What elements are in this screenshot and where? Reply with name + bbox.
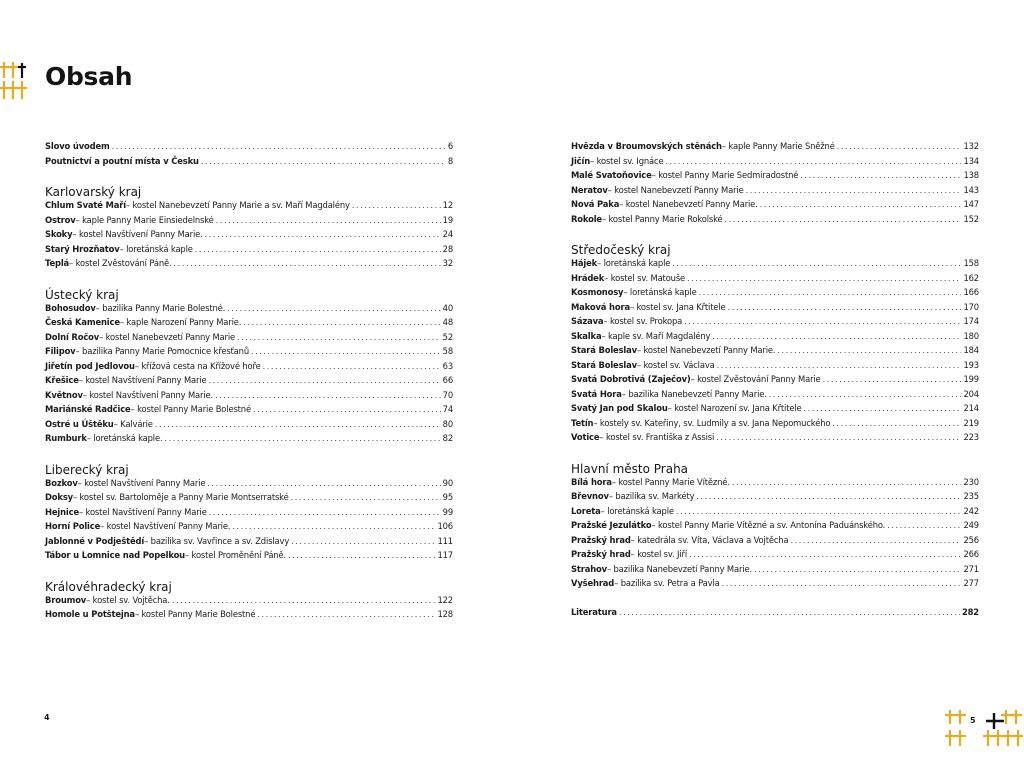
dot-leader xyxy=(837,142,962,151)
dot-leader xyxy=(800,171,961,180)
toc-entry-description: – kaple Panny Marie Sněžné xyxy=(721,141,835,151)
dot-leader xyxy=(672,259,961,268)
toc-entry[interactable] xyxy=(571,331,979,346)
toc-entry-name: Poutnictví a poutní místa v Česku xyxy=(45,155,199,166)
toc-entry-description: – bazilika sv. Vavřince a sv. Zdislavy xyxy=(144,535,290,546)
dot-leader xyxy=(746,186,962,195)
toc-entry-description: – kostel sv. Prokopa xyxy=(603,316,683,326)
dot-leader xyxy=(699,288,962,297)
toc-entry-page: 134 xyxy=(963,155,979,166)
toc-entry-description: – loretánská kaple xyxy=(597,258,671,268)
dot-leader xyxy=(684,317,961,326)
dot-leader xyxy=(725,215,962,224)
dot-leader xyxy=(253,405,441,414)
toc-entry-description: – kostel sv. Bartoloměje a Panny Marie Montserratské xyxy=(72,492,289,502)
toc-entry-description: – kostel sv. Jana Křtitele xyxy=(629,301,726,312)
dot-leader xyxy=(790,536,961,545)
toc-entry[interactable] xyxy=(45,303,453,318)
toc-entry[interactable] xyxy=(571,141,979,156)
toc-entry-page: 99 xyxy=(442,506,453,517)
toc-entry-description: – kostel Panny Marie Vítězné. xyxy=(611,476,730,487)
toc-entry[interactable] xyxy=(571,345,979,360)
toc-entry-description: – kostel Navštívení Panny Marie xyxy=(79,506,207,517)
toc-entry[interactable] xyxy=(45,244,453,259)
dot-leader xyxy=(717,361,962,370)
toc-entry[interactable] xyxy=(45,609,453,624)
toc-entry-page: 28 xyxy=(442,243,453,254)
toc-entry-description: – kostel sv. Jiří xyxy=(630,549,687,559)
toc-entry-description: – bazilika Panny Marie Pomocnice křesťanů xyxy=(75,346,249,356)
toc-entry-name: Maková hora xyxy=(571,301,630,312)
toc-entry-page: 174 xyxy=(963,316,979,326)
toc-entry[interactable] xyxy=(45,595,453,610)
toc-entry-name: Břevnov xyxy=(571,491,609,501)
toc-entry-page: 152 xyxy=(963,213,979,224)
toc-entry-page: 74 xyxy=(442,404,453,414)
dot-leader xyxy=(216,216,441,225)
toc-entry[interactable] xyxy=(571,156,979,171)
toc-entry-page: 63 xyxy=(442,360,453,371)
toc-entry-name: Rokole xyxy=(571,213,602,224)
toc-entry-name: Doksy xyxy=(45,492,73,502)
toc-entry-description: – kostel sv. Václava xyxy=(636,359,715,370)
dot-leader xyxy=(174,259,441,268)
toc-entry[interactable] xyxy=(45,156,453,171)
toc-entry-page: 277 xyxy=(963,578,979,588)
toc-entry-page: 219 xyxy=(963,417,979,428)
toc-entry-description: – Kalvárie xyxy=(113,418,153,429)
toc-entry[interactable] xyxy=(45,375,453,390)
toc-entry-name: Horní Police xyxy=(45,521,101,531)
dot-leader xyxy=(712,332,961,341)
dot-leader xyxy=(732,478,962,487)
crosses-icon xyxy=(0,62,36,100)
toc-entry-description: – kostel Zvěstování Panny Marie xyxy=(690,374,821,384)
toc-entry-description: – kostel Navštívení Panny Marie xyxy=(77,477,206,488)
toc-entry[interactable] xyxy=(45,536,453,551)
toc-entry-name: Strahov xyxy=(571,563,607,574)
toc-entry[interactable] xyxy=(571,302,979,317)
toc-entry-description: – bazilika Nanebevzetí Panny Marie. xyxy=(606,563,752,574)
toc-entry-page: 138 xyxy=(963,170,979,180)
toc-entry[interactable] xyxy=(45,433,453,448)
dot-leader xyxy=(172,596,436,605)
toc-entry-name: Filipov xyxy=(45,346,76,356)
dot-leader xyxy=(209,508,441,517)
toc-entry[interactable] xyxy=(571,564,979,579)
dot-leader xyxy=(687,274,961,283)
toc-entry-page: 8 xyxy=(447,155,453,166)
toc-entry[interactable] xyxy=(45,390,453,405)
toc-entry[interactable] xyxy=(571,185,979,200)
toc-entry-page: 230 xyxy=(963,476,979,487)
toc-entry-page: 214 xyxy=(963,403,979,413)
toc-entry-description: – bazilika sv. Petra a Pavla xyxy=(614,578,720,588)
toc-entry-page: 90 xyxy=(442,477,453,488)
toc-entry-name: Teplá xyxy=(45,258,70,268)
toc-entry-page: 80 xyxy=(442,418,453,429)
toc-entry[interactable] xyxy=(45,492,453,507)
toc-entry-page: 82 xyxy=(442,433,453,443)
toc-entry-description: – kostel Narození sv. Jana Křtitele xyxy=(667,403,802,413)
toc-entry-name: Křešice xyxy=(45,375,79,385)
toc-entry[interactable] xyxy=(571,273,979,288)
toc-entry-page: 162 xyxy=(963,272,979,283)
toc-entry-page: 58 xyxy=(442,346,453,356)
toc-entry-page: 128 xyxy=(437,609,453,619)
toc-entry-name: Stará Boleslav xyxy=(571,359,637,370)
toc-entry-description: – křížová cesta na Křížové hoře xyxy=(134,360,261,371)
toc-entry-description: – kostely sv. Kateřiny, sv. Ludmily a sv. Jana Nepomuckého xyxy=(593,417,831,428)
toc-entry-description: – kostel Nanebevzetí Panny Marie a sv. Maří Magdalény xyxy=(125,200,350,210)
toc-entry[interactable] xyxy=(45,229,453,244)
toc-entry-description: – katedrála sv. Víta, Václava a Vojtěcha xyxy=(630,534,789,545)
toc-entry-description: – kostel Panny Marie Bolestné xyxy=(134,609,256,619)
toc-entry-page: 147 xyxy=(963,199,979,209)
section-title: Středočeský kraj xyxy=(571,243,671,257)
toc-entry-page: 132 xyxy=(963,141,979,151)
toc-entry-page: 170 xyxy=(963,301,979,312)
toc-entry-name: Bozkov xyxy=(45,477,78,488)
toc-entry[interactable] xyxy=(571,491,979,506)
toc-entry[interactable] xyxy=(571,403,979,418)
toc-entry-page: 48 xyxy=(442,317,453,327)
dot-leader xyxy=(155,420,441,429)
toc-entry-page: 204 xyxy=(963,388,979,399)
toc-entry-page: 266 xyxy=(963,549,979,559)
section-title: Hlavní město Praha xyxy=(571,461,689,476)
toc-entry-name: Hejnice xyxy=(45,506,79,517)
toc-entry-name: Česká Kamenice xyxy=(45,317,120,327)
toc-entry-name: Dolní Ročov xyxy=(45,331,100,342)
toc-entry-name: Skalka xyxy=(571,330,602,341)
toc-entry-name: Literatura xyxy=(571,606,617,617)
dot-leader xyxy=(769,390,962,399)
toc-entry-name: Rumburk xyxy=(45,433,87,443)
toc-entry-name: Hrádek xyxy=(571,272,605,283)
toc-entry[interactable] xyxy=(45,258,453,273)
toc-entry-page: 6 xyxy=(447,141,453,151)
toc-entry-name: Skoky xyxy=(45,229,73,239)
toc-entry-page: 193 xyxy=(963,359,979,370)
section-title: Královéhradecký kraj xyxy=(45,579,172,594)
dot-leader xyxy=(804,404,962,413)
toc-entry-description: – kostel Nanebevzetí Panny Marie. xyxy=(619,199,758,209)
toc-entry-name: Loreta xyxy=(571,505,601,516)
toc-entry-name: Tábor u Lomnice nad Popelkou xyxy=(45,550,185,560)
toc-entry-description: – kostel sv. Matouše xyxy=(604,272,686,283)
toc-entry-page: 24 xyxy=(442,229,453,239)
dot-leader xyxy=(207,479,440,488)
toc-entry-page: 166 xyxy=(963,287,979,297)
toc-entry-page: 249 xyxy=(963,520,979,530)
dot-leader xyxy=(215,391,441,400)
dot-leader xyxy=(227,304,440,313)
toc-entry[interactable] xyxy=(571,374,979,389)
toc-entry-name: Pražské Jezulátko xyxy=(571,520,652,530)
toc-entry-name: Svatý Jan pod Skalou xyxy=(571,403,668,413)
toc-entry-description: – loretánská kaple xyxy=(119,243,193,254)
toc-entry[interactable] xyxy=(45,521,453,536)
toc-entry-description: – loretánská kaple. xyxy=(86,433,163,443)
toc-entry-description: – loretánská kaple xyxy=(623,287,697,297)
toc-entry[interactable] xyxy=(571,199,979,214)
toc-entry-name: Jablonné v Podještědí xyxy=(45,535,145,546)
toc-entry-page: 111 xyxy=(437,535,453,546)
dot-leader xyxy=(760,200,962,209)
toc-entry-description: – kostel Panny Marie Vítězné a sv. Antonína Paduánského. xyxy=(651,520,886,530)
toc-entry-description: – kostel Navštívení Panny Marie. xyxy=(72,229,203,239)
dot-leader xyxy=(237,333,441,342)
toc-entry[interactable] xyxy=(571,258,979,273)
toc-entry-page: 70 xyxy=(442,389,453,400)
toc-entry[interactable] xyxy=(571,360,979,375)
toc-entry-name: Broumov xyxy=(45,594,87,605)
toc-entry[interactable] xyxy=(45,215,453,230)
toc-entry[interactable] xyxy=(571,316,979,331)
toc-left-column xyxy=(45,141,453,624)
dot-leader xyxy=(257,610,435,619)
section-title: Liberecký kraj xyxy=(45,462,129,477)
toc-entry-description: – kostel Panny Marie Bolestné xyxy=(130,404,251,414)
toc-entry[interactable] xyxy=(45,200,453,215)
dot-leader xyxy=(288,551,435,560)
dot-leader xyxy=(165,434,441,443)
toc-entry[interactable] xyxy=(45,550,453,565)
toc-entry-name: Chlum Svaté Maří xyxy=(45,200,126,210)
toc-right-column xyxy=(571,141,979,621)
toc-entry[interactable] xyxy=(45,404,453,419)
dot-leader xyxy=(696,492,961,501)
dot-leader xyxy=(232,522,435,531)
toc-entry-name: Svatá Dobrotivá (Zaječov) xyxy=(571,374,691,384)
dot-leader xyxy=(722,579,962,588)
toc-entry-description: – kostel Panny Marie Rokolské xyxy=(601,213,723,224)
page-title: Obsah xyxy=(45,62,133,91)
dot-leader xyxy=(251,347,441,356)
toc-entry-name: Sázava xyxy=(571,316,604,326)
dot-leader xyxy=(619,608,960,617)
toc-entry-name: Stará Boleslav xyxy=(571,345,637,355)
toc-entry-page: 12 xyxy=(442,200,453,210)
dot-leader xyxy=(291,537,435,546)
toc-entry-description: – kostel Navštívení Panny Marie. xyxy=(100,521,231,531)
toc-entry-description: – kostel sv. Vojtěcha. xyxy=(86,594,170,605)
toc-entry-page: 282 xyxy=(961,606,979,617)
section-title: Karlovarský kraj xyxy=(45,185,142,199)
toc-entry-name: Kosmonosy xyxy=(571,287,624,297)
toc-entry[interactable] xyxy=(45,507,453,522)
toc-entry-name: Malé Svatoňovice xyxy=(571,170,652,180)
toc-entry-page: 117 xyxy=(437,550,453,560)
toc-entry-name: Slovo úvodem xyxy=(45,141,110,151)
toc-entry-page: 19 xyxy=(442,214,453,225)
dot-leader xyxy=(887,521,961,530)
toc-entry[interactable] xyxy=(45,361,453,376)
dot-leader xyxy=(208,376,440,385)
toc-entry-name: Pražský hrad xyxy=(571,534,631,545)
dot-leader xyxy=(728,303,962,312)
toc-entry[interactable] xyxy=(571,287,979,302)
toc-entry-description: – kostel Navštívení Panny Marie. xyxy=(82,389,213,400)
toc-entry-name: Bohosudov xyxy=(45,302,96,313)
toc-entry[interactable] xyxy=(571,607,979,622)
toc-entry[interactable] xyxy=(45,346,453,361)
dot-leader xyxy=(716,433,961,442)
dot-leader xyxy=(777,346,961,355)
toc-entry[interactable] xyxy=(571,506,979,521)
toc-entry-description: – kostel sv. Františka z Assisi xyxy=(599,432,715,442)
toc-entry-page: 66 xyxy=(442,375,453,385)
toc-entry-description: – bazilika sv. Markéty xyxy=(608,491,695,501)
toc-entry-page: 235 xyxy=(963,491,979,501)
toc-entry-description: – kostel Nanebevzetí Panny Marie. xyxy=(636,345,776,355)
dot-leader xyxy=(832,419,961,428)
dot-leader xyxy=(823,375,962,384)
toc-entry[interactable] xyxy=(571,214,979,229)
toc-entry-name: Bílá hora xyxy=(571,476,612,487)
toc-entry-name: Ostrov xyxy=(45,214,76,225)
toc-entry-name: Jičín xyxy=(571,155,591,166)
toc-entry-name: Homole u Potštejna xyxy=(45,609,135,619)
toc-entry[interactable] xyxy=(45,141,453,156)
toc-entry-name: Hvězda v Broumovských stěnách xyxy=(571,141,722,151)
dot-leader xyxy=(352,201,441,210)
toc-entry-name: Hájek xyxy=(571,258,598,268)
toc-entry-description: – kostel Nanebevzetí Panny Marie xyxy=(99,331,236,342)
toc-entry-page: 122 xyxy=(437,594,453,605)
toc-entry[interactable] xyxy=(571,418,979,433)
toc-entry-name: Nová Paka xyxy=(571,199,620,209)
toc-entry[interactable] xyxy=(45,332,453,347)
toc-entry[interactable] xyxy=(571,389,979,404)
toc-entry[interactable] xyxy=(45,419,453,434)
toc-entry-description: – bazilika Nanebevzetí Panny Marie. xyxy=(621,388,767,399)
toc-entry[interactable] xyxy=(45,478,453,493)
dot-leader xyxy=(754,565,961,574)
page-number-left: 4 xyxy=(44,713,50,722)
dot-leader xyxy=(291,493,441,502)
toc-entry-page: 106 xyxy=(437,521,453,531)
toc-entry-name: Ostré u Úštěku xyxy=(45,418,114,429)
dot-leader xyxy=(112,142,446,151)
dot-leader xyxy=(195,245,441,254)
toc-entry-name: Svatá Hora xyxy=(571,388,622,399)
toc-entry-page: 184 xyxy=(963,345,979,355)
dot-leader xyxy=(689,550,961,559)
toc-entry-description: – kaple Narození Panny Marie. xyxy=(119,317,242,327)
toc-entry[interactable] xyxy=(45,317,453,332)
toc-entry-description: – kostel Zvěstování Páně. xyxy=(69,258,172,268)
toc-entry[interactable] xyxy=(571,578,979,593)
toc-entry-page: 242 xyxy=(963,505,979,516)
toc-entry-name: Jiřetín pod Jedlovou xyxy=(45,360,135,371)
toc-entry-description: – kostel sv. Ignáce xyxy=(590,155,664,166)
toc-entry-description: – kostel Navštívení Panny Marie xyxy=(78,375,207,385)
toc-entry-page: 95 xyxy=(442,492,453,502)
toc-entry-page: 143 xyxy=(963,184,979,195)
dot-leader xyxy=(666,157,962,166)
toc-entry-page: 180 xyxy=(963,330,979,341)
toc-entry[interactable] xyxy=(571,477,979,492)
toc-entry-page: 52 xyxy=(442,331,453,342)
toc-entry-description: – loretánská kaple xyxy=(600,505,674,516)
toc-entry-description: – kostel Panny Marie Sedmiradostné xyxy=(651,170,799,180)
dot-leader xyxy=(205,230,441,239)
spacer xyxy=(571,593,979,607)
toc-entry-description: – kaple sv. Maří Magdalény xyxy=(601,330,711,341)
toc-entry-name: Votice xyxy=(571,432,600,442)
page-number-right: 5 xyxy=(970,716,976,725)
toc-entry-page: 158 xyxy=(963,258,979,268)
toc-entry[interactable] xyxy=(571,520,979,535)
toc-entry-page: 40 xyxy=(442,302,453,313)
toc-entry-name: Tetín xyxy=(571,417,594,428)
dot-leader xyxy=(201,157,446,166)
section-title: Ústecký kraj xyxy=(45,287,119,302)
toc-entry-name: Květnov xyxy=(45,389,83,400)
toc-entry-name: Vyšehrad xyxy=(571,578,615,588)
toc-entry-name: Neratov xyxy=(571,184,608,195)
toc-entry[interactable] xyxy=(571,535,979,550)
dot-leader xyxy=(263,362,441,371)
toc-entry-description: – bazilika Panny Marie Bolestné. xyxy=(95,302,226,313)
crosses-icon xyxy=(944,708,1024,750)
toc-entry-description: – kostel Nanebevzetí Panny Marie xyxy=(607,184,744,195)
dot-leader xyxy=(676,507,962,516)
toc-entry-page: 199 xyxy=(963,374,979,384)
toc-entry-description: – kostel Proměnění Páně. xyxy=(185,550,286,560)
toc-entry[interactable] xyxy=(571,170,979,185)
toc-entry-name: Pražský hrad xyxy=(571,549,631,559)
toc-entry-description: – kaple Panny Marie Einsiedelnské xyxy=(75,214,214,225)
dot-leader xyxy=(243,318,440,327)
toc-entry[interactable] xyxy=(571,549,979,564)
toc-entry-page: 223 xyxy=(963,432,979,442)
toc-entry-page: 256 xyxy=(963,534,979,545)
toc-entry-page: 271 xyxy=(963,563,979,574)
toc-entry-name: Mariánské Radčice xyxy=(45,404,131,414)
toc-entry-name: Starý Hrozňatov xyxy=(45,243,120,254)
toc-entry-page: 32 xyxy=(442,258,453,268)
toc-entry[interactable] xyxy=(571,432,979,447)
